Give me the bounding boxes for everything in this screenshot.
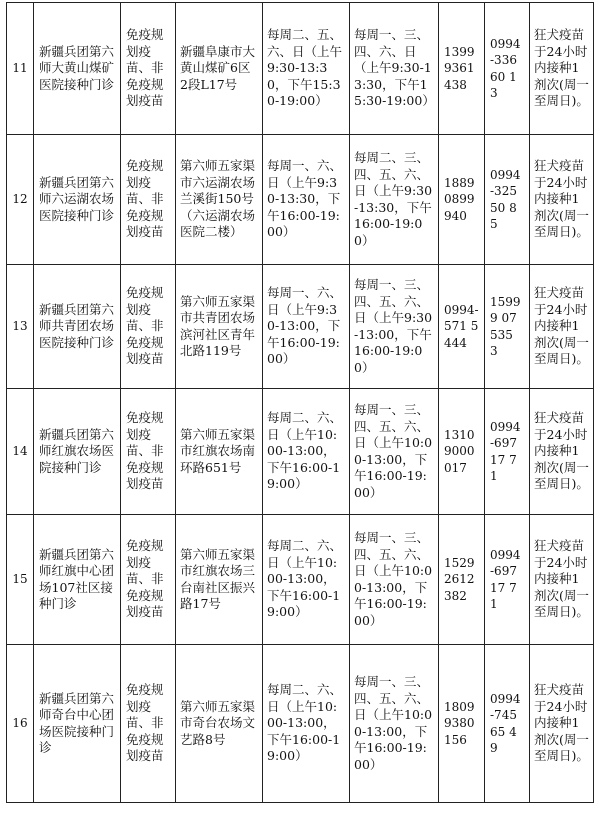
vaccination-hours: 每周一、三、四、五、六、日（上午10:00-13:00，下午16:00-19:00） — [350, 389, 439, 515]
vaccine-type: 免疫规划疫苗、非免疫规划疫苗 — [121, 389, 176, 515]
row-number: 16 — [7, 645, 34, 803]
vaccination-hours: 每周一、三、四、五、六、日（上午10:00-13:00，下午16:00-19:00） — [350, 645, 439, 803]
rabies-hours: 每周二、六、日（上午10:00-13:00，下午16:00-19:00） — [263, 645, 350, 803]
phone-1: 1889 0899 940 — [439, 135, 485, 265]
clinic-name: 新疆兵团第六师大黄山煤矿医院接种门诊 — [34, 3, 121, 135]
phone-2: 0994-69717 71 — [485, 389, 530, 515]
phone-2: 15999 07535 3 — [485, 265, 530, 389]
row-number: 15 — [7, 515, 34, 645]
vaccine-type: 免疫规划疫苗、非免疫规划疫苗 — [121, 265, 176, 389]
rabies-note: 狂犬疫苗于24小时内接种1剂次(周一至周日)。 — [530, 515, 594, 645]
clinic-name: 新疆兵团第六师红旗农场医院接种门诊 — [34, 389, 121, 515]
clinic-address: 新疆阜康市大黄山煤矿6区2段L17号 — [176, 3, 263, 135]
clinic-address: 第六师五家渠市奇台农场文艺路8号 — [176, 645, 263, 803]
clinic-address: 第六师五家渠市红旗农场三台南社区振兴路17号 — [176, 515, 263, 645]
phone-2: 0994-74565 49 — [485, 645, 530, 803]
clinic-name: 新疆兵团第六师共青团农场医院接种门诊 — [34, 265, 121, 389]
rabies-note: 狂犬疫苗于24小时内接种1剂次(周一至周日)。 — [530, 389, 594, 515]
phone-2: 0994-69717 71 — [485, 515, 530, 645]
vaccine-type: 免疫规划疫苗、非免疫规划疫苗 — [121, 3, 176, 135]
clinic-name: 新疆兵团第六师奇台中心团场医院接种门诊 — [34, 645, 121, 803]
rabies-note: 狂犬疫苗于24小时内接种1剂次(周一至周日)。 — [530, 135, 594, 265]
rabies-note: 狂犬疫苗于24小时内接种1剂次(周一至周日)。 — [530, 645, 594, 803]
table-row — [7, 515, 594, 645]
table-row — [7, 645, 594, 803]
clinic-address: 第六师五家渠市共青团农场滨河社区青年北路119号 — [176, 265, 263, 389]
table-row — [7, 3, 594, 135]
clinic-name: 新疆兵团第六师红旗中心团场107社区接种门诊 — [34, 515, 121, 645]
table-row — [7, 135, 594, 265]
row-number: 12 — [7, 135, 34, 265]
table-row — [7, 389, 594, 515]
phone-1: 1399 9361 438 — [439, 3, 485, 135]
vaccination-hours: 每周一、三、四、五、六、日（上午9:30-13:00，下午16:00-19:00） — [350, 265, 439, 389]
clinic-name: 新疆兵团第六师六运湖农场医院接种门诊 — [34, 135, 121, 265]
table-row — [7, 265, 594, 389]
phone-1: 1310 9000 017 — [439, 389, 485, 515]
row-number: 14 — [7, 389, 34, 515]
phone-1: 0994-571 5444 — [439, 265, 485, 389]
rabies-hours: 每周一、六、日（上午9:30-13:00，下午16:00-19:00） — [263, 265, 350, 389]
row-number: 11 — [7, 3, 34, 135]
vaccination-hours: 每周一、三、四、六、日（上午9:30-13:30，下午15:30-19:00） — [350, 3, 439, 135]
rabies-hours: 每周二、六、日（上午10:00-13:00，下午16:00-19:00） — [263, 389, 350, 515]
rabies-hours: 每周二、五、六、日（上午9:30-13:30，下午15:30-19:00） — [263, 3, 350, 135]
vaccine-type: 免疫规划疫苗、非免疫规划疫苗 — [121, 645, 176, 803]
rabies-hours: 每周一、六、日（上午9:30-13:30，下午16:00-19:00） — [263, 135, 350, 265]
rabies-note: 狂犬疫苗于24小时内接种1剂次(周一至周日)。 — [530, 265, 594, 389]
rabies-hours: 每周二、六、日（上午10:00-13:00，下午16:00-19:00） — [263, 515, 350, 645]
vaccination-hours: 每周二、三、四、五、六、日（上午9:30-13:30，下午16:00-19:00） — [350, 135, 439, 265]
phone-1: 1529 2612 382 — [439, 515, 485, 645]
phone-2: 0994-32550 85 — [485, 135, 530, 265]
clinic-address: 第六师五家渠市六运湖农场兰溪街150号（六运湖农场医院二楼） — [176, 135, 263, 265]
rabies-note: 狂犬疫苗于24小时内接种1剂次(周一至周日)。 — [530, 3, 594, 135]
vaccination-hours: 每周一、三、四、五、六、日（上午10:00-13:00，下午16:00-19:00） — [350, 515, 439, 645]
phone-1: 1809 9380 156 — [439, 645, 485, 803]
vaccine-type: 免疫规划疫苗、非免疫规划疫苗 — [121, 515, 176, 645]
vaccination-clinic-table — [6, 2, 594, 803]
phone-2: 0994-33660 13 — [485, 3, 530, 135]
clinic-address: 第六师五家渠市红旗农场南环路651号 — [176, 389, 263, 515]
vaccine-type: 免疫规划疫苗、非免疫规划疫苗 — [121, 135, 176, 265]
row-number: 13 — [7, 265, 34, 389]
